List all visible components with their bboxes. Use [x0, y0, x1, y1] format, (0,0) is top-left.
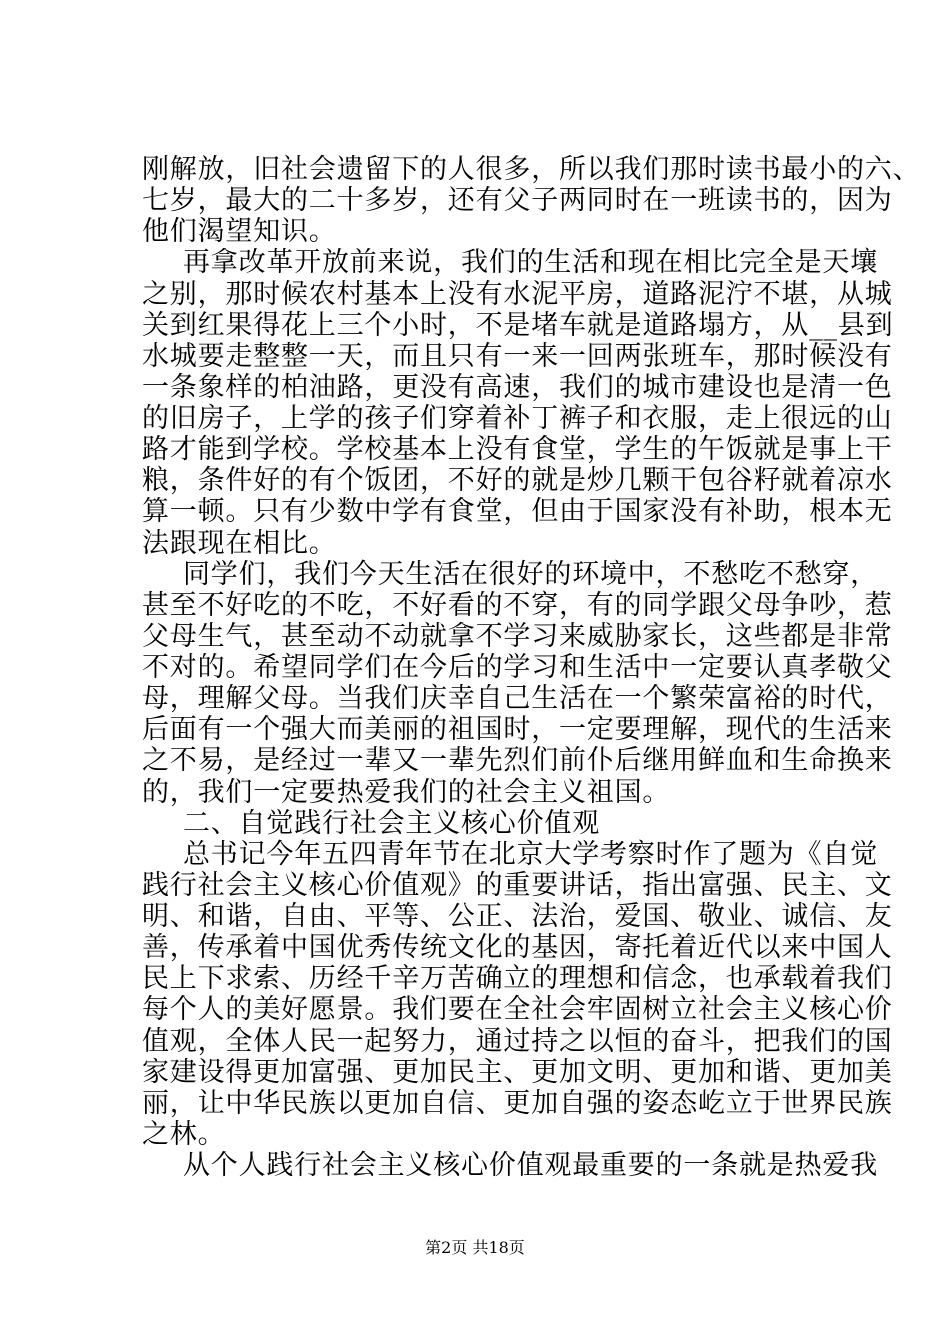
text-line: 母，理解父母。当我们庆幸自己生活在一个繁荣富裕的时代， — [142, 683, 893, 714]
text-line: 七岁，最大的二十多岁，还有父子两同时在一班读书的，因为 — [142, 185, 893, 216]
text-line: 粮，条件好的有个饭团，不好的就是炒几颗干包谷籽就着凉水 — [142, 465, 893, 496]
text-line: 一条象样的柏油路，更没有高速，我们的城市建设也是清一色 — [142, 372, 893, 403]
text-line: 丽，让中华民族以更加自信、更加自强的姿态屹立于世界民族 — [142, 1088, 893, 1119]
text-line: 之林。 — [142, 1119, 226, 1150]
text-line: 之别，那时候农村基本上没有水泥平房，道路泥泞不堪，从城 — [142, 279, 893, 310]
text-line: 法跟现在相比。 — [142, 528, 337, 559]
paragraph-first-line: 总书记今年五四青年节在北京大学考察时作了题为《自觉 — [183, 839, 878, 870]
text-line: 算一顿。只有少数中学有食堂，但由于国家没有补助，根本无 — [142, 496, 893, 527]
section-heading: 二、自觉践行社会主义核心价值观 — [183, 808, 600, 839]
text-line: 的旧房子，上学的孩子们穿着补丁裤子和衣服，走上很远的山 — [142, 403, 893, 434]
text-line: 的，我们一定要热爱我们的社会主义祖国。 — [142, 777, 671, 808]
text-line: 甚至不好吃的不吃，不好看的不穿，有的同学跟父母争吵，惹 — [142, 590, 893, 621]
paragraph-first-line: 再拿改革开放前来说，我们的生活和现在相比完全是天壤 — [183, 247, 878, 278]
paragraph-first-line: 同学们，我们今天生活在很好的环境中，不愁吃不愁穿， — [183, 559, 878, 590]
text-line: 之不易，是经过一辈又一辈先烈们前仆后继用鲜血和生命换来 — [142, 745, 893, 776]
page-footer: 第2页 共18页 — [425, 1238, 525, 1257]
text-line: 善，传承着中国优秀传统文化的基因，寄托着近代以来中国人 — [142, 932, 893, 963]
text-line: 父母生气，甚至动不动就拿不学习来威胁家长，这些都是非常 — [142, 621, 893, 652]
text-line: 明、和谐，自由、平等、公正、法治，爱国、敬业、诚信、友 — [142, 901, 893, 932]
text-line: 每个人的美好愿景。我们要在全社会牢固树立社会主义核心价 — [142, 994, 893, 1025]
text-line: 后面有一个强大而美丽的祖国时，一定要理解，现代的生活来 — [142, 714, 893, 745]
text-line: 水城要走整整一天，而且只有一来一回两张班车，那时候没有 — [142, 341, 893, 372]
text-line: 路才能到学校。学校基本上没有食堂，学生的午饭就是事上干 — [142, 434, 893, 465]
paragraph-first-line: 从个人践行社会主义核心价值观最重要的一条就是热爱我 — [183, 1150, 878, 1181]
text-line: 民上下求索、历经千辛万苦确立的理想和信念，也承载着我们 — [142, 963, 893, 994]
text-line: 关到红果得花上三个小时，不是堵车就是道路塌方，从__县到 — [142, 310, 894, 341]
text-line: 值观，全体人民一起努力，通过持之以恒的奋斗，把我们的国 — [142, 1026, 893, 1057]
text-line: 践行社会主义核心价值观》的重要讲话，指出富强、民主、文 — [142, 870, 893, 901]
text-line: 他们渴望知识。 — [142, 216, 337, 247]
text-line: 不对的。希望同学们在今后的学习和生活中一定要认真孝敬父 — [142, 652, 893, 683]
text-line: 刚解放，旧社会遗留下的人很多，所以我们那时读书最小的六、 — [142, 154, 921, 185]
text-line: 家建设得更加富强、更加民主、更加文明、更加和谐、更加美 — [142, 1057, 893, 1088]
